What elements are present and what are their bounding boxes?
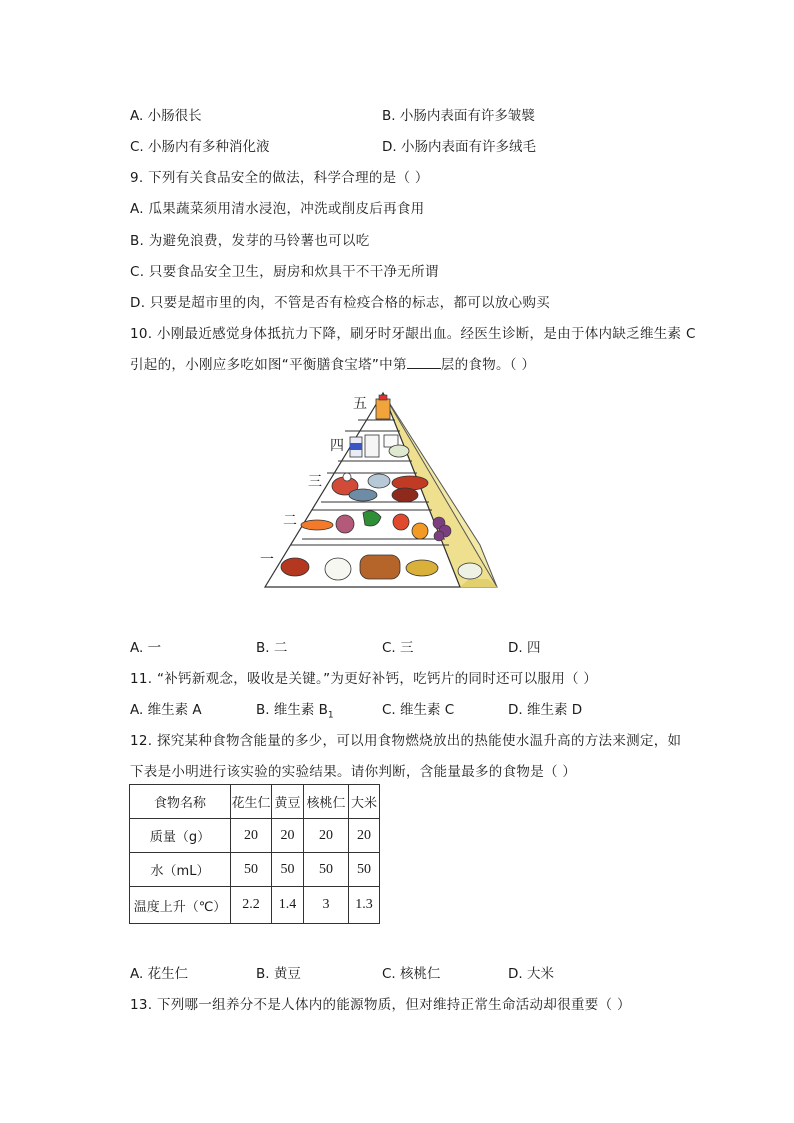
q8-option-d: D. 小肠内表面有许多绒毛 xyxy=(382,139,536,155)
table-cell: 20 xyxy=(272,819,304,853)
q9-option-c: C. 只要食品安全卫生，厨房和炊具干不干净无所谓 xyxy=(130,264,439,280)
table-row xyxy=(130,887,380,924)
pyramid-level-5-label: 五 xyxy=(353,396,367,412)
table-header-cell: 花生仁 xyxy=(231,785,272,819)
q8-option-a: A. 小肠很长 xyxy=(130,108,202,124)
q11-option-c: C. 维生素 C xyxy=(382,702,455,718)
q10-stem-line1: 10. 小刚最近感觉身体抵抗力下降，刷牙时牙龈出血。经医生诊断，是由于体内缺乏维生素 C xyxy=(130,326,696,342)
answer-blank xyxy=(407,356,441,369)
q12-stem-line2: 下表是小明进行该实验的实验结果。请你判断，含能量最多的食物是（ ） xyxy=(130,764,577,780)
table-row-label: 温度上升（℃） xyxy=(130,887,231,924)
pyramid-level-4-label: 四 xyxy=(330,438,344,454)
table-cell: 50 xyxy=(349,853,380,887)
q10-option-c: C. 三 xyxy=(382,640,414,656)
q11-option-d: D. 维生素 D xyxy=(508,702,583,718)
q11-option-b-text: B. 维生素 B xyxy=(256,702,328,718)
table-header-cell: 核桃仁 xyxy=(304,785,349,819)
table-cell: 20 xyxy=(231,819,272,853)
table-cell: 50 xyxy=(304,853,349,887)
q12-option-b: B. 黄豆 xyxy=(256,966,301,982)
table-cell: 1.4 xyxy=(272,887,304,924)
q11-stem: 11. “补钙新观念，吸收是关键。”为更好补钙，吃钙片的同时还可以服用（ ） xyxy=(130,671,598,687)
q12-option-a: A. 花生仁 xyxy=(130,966,189,982)
table-header-cell: 食物名称 xyxy=(130,785,231,819)
table-cell: 3 xyxy=(304,887,349,924)
q10-option-d: D. 四 xyxy=(508,640,541,656)
pyramid-level-1-label: 一 xyxy=(260,552,274,568)
q13-stem: 13. 下列哪一组养分不是人体内的能源物质，但对维持正常生命活动却很重要（ ） xyxy=(130,997,631,1013)
q9-option-b: B. 为避免浪费，发芽的马铃薯也可以吃 xyxy=(130,233,370,249)
q10-stem-line2-start: 引起的，小刚应多吃如图“平衡膳食宝塔”中第 xyxy=(130,357,407,373)
q10-option-b: B. 二 xyxy=(256,640,288,656)
q12-option-d: D. 大米 xyxy=(508,966,554,982)
table-row-label: 水（mL） xyxy=(130,853,231,887)
table-cell: 1.3 xyxy=(349,887,380,924)
food-pyramid-figure xyxy=(255,383,520,597)
table-cell: 50 xyxy=(272,853,304,887)
q9-stem: 9. 下列有关食品安全的做法，科学合理的是（ ） xyxy=(130,170,429,186)
q10-stem-line2 xyxy=(130,353,535,373)
table-row-label: 质量（g） xyxy=(130,819,231,853)
table-row xyxy=(130,819,380,853)
q11-option-b-subscript: 1 xyxy=(327,710,334,721)
q12-stem-line1: 12. 探究某种食物含能量的多少，可以用食物燃烧放出的热能使水温升高的方法来测定，如 xyxy=(130,733,682,749)
q11-option-b xyxy=(256,698,334,721)
q10-option-a: A. 一 xyxy=(130,640,162,656)
pyramid-level-2-label: 二 xyxy=(283,513,297,529)
q8-option-b: B. 小肠内表面有许多皱襞 xyxy=(382,108,535,124)
food-energy-table xyxy=(129,784,380,924)
table-cell: 20 xyxy=(349,819,380,853)
table-header-cell: 大米 xyxy=(349,785,380,819)
table-row xyxy=(130,853,380,887)
table-cell: 50 xyxy=(231,853,272,887)
q11-option-a: A. 维生素 A xyxy=(130,702,202,718)
table-cell: 2.2 xyxy=(231,887,272,924)
table-header-row xyxy=(130,785,380,819)
pyramid-level-3-label: 三 xyxy=(308,474,322,490)
food-pyramid-illustration xyxy=(255,383,520,593)
table-header-cell: 黄豆 xyxy=(272,785,304,819)
q9-option-a: A. 瓜果蔬菜须用清水浸泡，冲洗或削皮后再食用 xyxy=(130,201,425,217)
q12-option-c: C. 核桃仁 xyxy=(382,966,441,982)
q9-option-d: D. 只要是超市里的肉，不管是否有检疫合格的标志，都可以放心购买 xyxy=(130,295,551,311)
q8-option-c: C. 小肠内有多种消化液 xyxy=(130,139,270,155)
q10-stem-line2-end: 层的食物。（ ） xyxy=(440,357,536,373)
table-cell: 20 xyxy=(304,819,349,853)
